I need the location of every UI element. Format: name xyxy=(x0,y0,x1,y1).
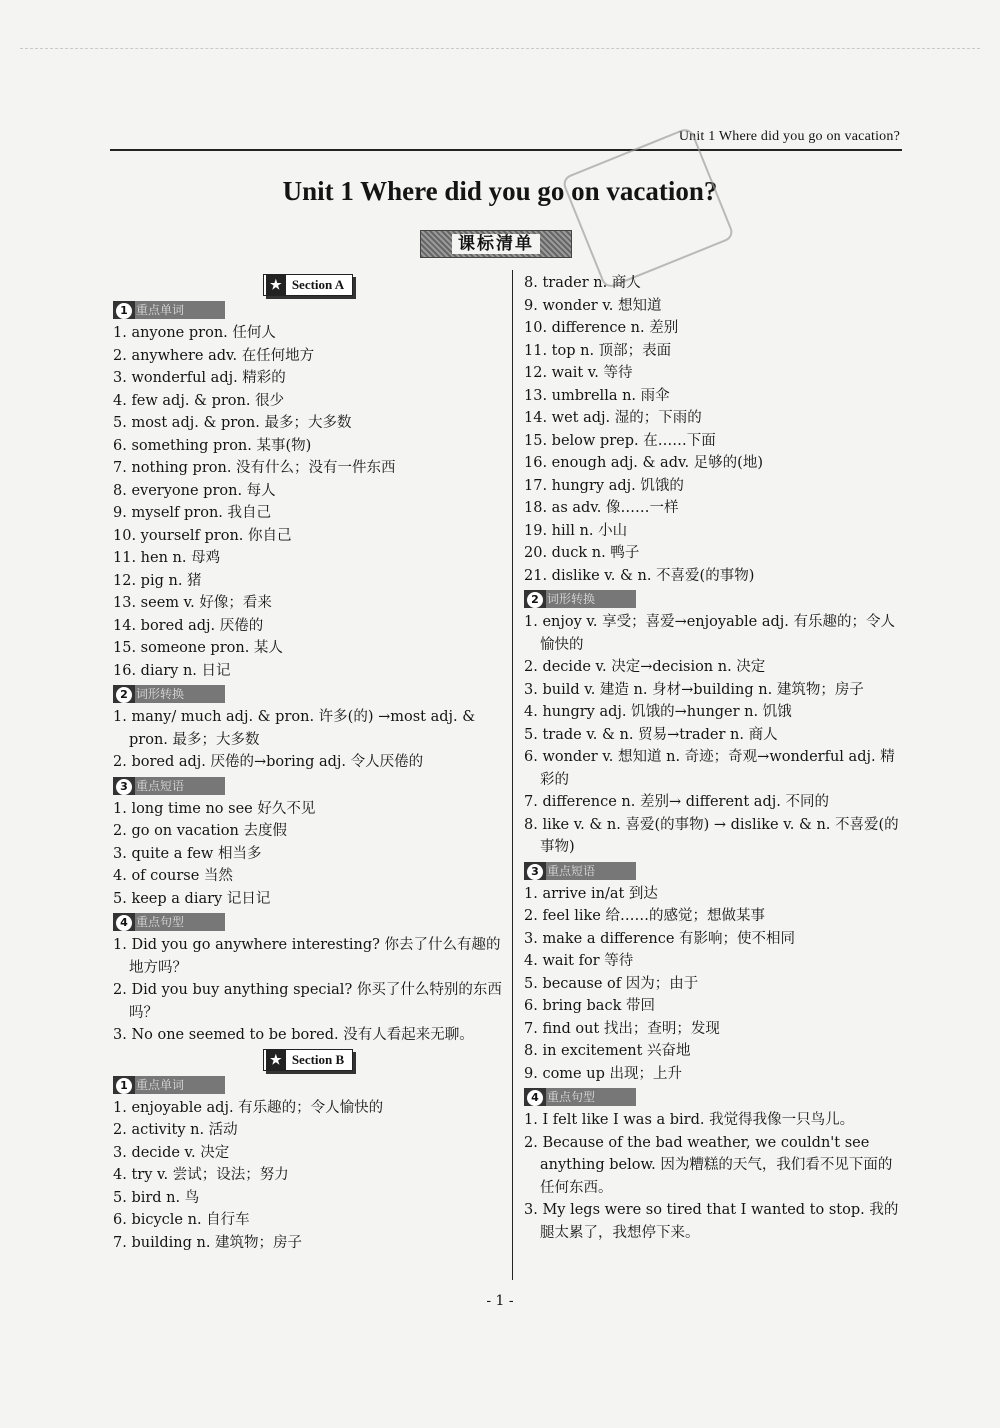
b-trans-list xyxy=(524,611,902,859)
number-1-icon: 1 xyxy=(116,303,132,319)
running-header: Unit 1 Where did you go on vacation? xyxy=(678,129,900,144)
star-icon: ★ xyxy=(266,275,286,295)
subhead-label: 重点句型 xyxy=(547,1090,596,1104)
list-item: 1. Did you go anywhere interesting? 你去了什么有趣的地方吗？ xyxy=(113,937,501,976)
list-item: 3. quite a few 相当多 xyxy=(113,845,262,862)
list-item: 18. as adv. 像……一样 xyxy=(524,500,679,516)
list-item: 2. anywhere adv. 在任何地方 xyxy=(113,347,315,364)
subhead-sentences-a xyxy=(113,913,225,931)
number-1-icon: 1 xyxy=(116,1078,132,1094)
number-2-icon: 2 xyxy=(527,592,543,608)
list-item: 19. hill n. 小山 xyxy=(524,522,628,539)
list-item: 11. top n. 顶部；表面 xyxy=(524,342,672,359)
list-item: 16. enough adj. & adv. 足够的(地) xyxy=(524,455,763,471)
list-item: 5. keep a diary 记日记 xyxy=(113,890,271,907)
list-item: 14. wet adj. 湿的；下雨的 xyxy=(524,410,702,426)
list-item: 12. pig n. 猪 xyxy=(113,572,202,589)
column-divider xyxy=(512,270,513,1280)
list-item: 21. dislike v. & n. 不喜爱(的事物) xyxy=(524,567,755,584)
section-b-box xyxy=(263,1049,353,1071)
number-3-icon: 3 xyxy=(116,779,132,795)
subhead-phrases-a xyxy=(113,777,225,795)
page-number: - 1 - xyxy=(486,1293,514,1309)
banner-label: 课标清单 xyxy=(452,234,540,254)
a-sentences-list xyxy=(113,934,503,1047)
b-phrases-list xyxy=(524,883,902,1086)
subhead-label: 重点单词 xyxy=(136,303,185,317)
section-a-box xyxy=(263,274,353,296)
a-trans-list xyxy=(113,706,503,774)
list-item: 5. most adj. & pron. 最多；大多数 xyxy=(113,415,352,431)
list-item: 7. building n. 建筑物；房子 xyxy=(113,1234,303,1251)
list-item: 1. enjoy v. 享受；喜爱→enjoyable adj. 有乐趣的；令人愉快的 xyxy=(524,614,895,653)
list-item: 1. long time no see 好久不见 xyxy=(113,800,316,817)
number-4-icon: 4 xyxy=(527,1090,543,1106)
subhead-label: 重点单词 xyxy=(136,1077,185,1092)
subhead-label: 词形转换 xyxy=(547,592,596,606)
subhead-sentences-b xyxy=(524,1088,636,1106)
list-item: 8. trader n. 商人 xyxy=(524,275,641,291)
a-phrases-list xyxy=(113,798,503,911)
list-item: 8. everyone pron. 每人 xyxy=(113,482,276,499)
list-item: 2. bored adj. 厌倦的→boring adj. 令人厌倦的 xyxy=(113,754,424,770)
list-item: 7. difference n. 差别→ different adj. 不同的 xyxy=(524,794,829,810)
subhead-words-b xyxy=(113,1076,225,1094)
list-item: 6. something pron. 某事(物) xyxy=(113,437,312,454)
subhead-trans-b xyxy=(524,590,636,608)
list-item: 9. come up 出现；上升 xyxy=(524,1065,682,1082)
top-dotted-line xyxy=(20,48,980,49)
subhead-label: 重点句型 xyxy=(136,915,185,929)
list-item: 5. trade v. & n. 贸易→trader n. 商人 xyxy=(524,726,778,743)
list-item: 4. try v. 尝试；设法；努力 xyxy=(113,1167,289,1183)
list-item: 8. in excitement 兴奋地 xyxy=(524,1043,691,1059)
list-item: 3. No one seemed to be bored. 没有人看起来无聊。 xyxy=(113,1027,474,1043)
list-item: 3. decide v. 决定 xyxy=(113,1144,230,1161)
list-item: 4. hungry adj. 饥饿的→hunger n. 饥饿 xyxy=(524,704,792,720)
list-item: 3. My legs were so tired that I wanted to stop. 我的腿太累了，我想停下来。 xyxy=(524,1202,899,1241)
b-words-cont-list xyxy=(524,272,902,587)
b-sentences-list xyxy=(524,1109,902,1244)
list-item: 15. below prep. 在……下面 xyxy=(524,432,716,449)
list-item: 13. seem v. 好像；看来 xyxy=(113,595,272,611)
list-item: 14. bored adj. 厌倦的 xyxy=(113,617,264,634)
list-item: 2. Because of the bad weather, we couldn't see anything below. 因为糟糕的天气，我们看不见下面的任何东西。 xyxy=(524,1134,893,1196)
section-a-tag xyxy=(113,274,503,298)
page-title: Unit 1 Where did you go on vacation? xyxy=(282,176,718,206)
list-item: 2. decide v. 决定→decision n. 决定 xyxy=(524,659,766,675)
list-item: 20. duck n. 鸭子 xyxy=(524,545,640,561)
list-item: 5. because of 因为；由于 xyxy=(524,975,699,992)
list-item: 4. wait for 等待 xyxy=(524,953,634,969)
list-item: 2. feel like 给……的感觉；想做某事 xyxy=(524,908,765,924)
list-item: 1. arrive in/at 到达 xyxy=(524,885,658,902)
subhead-label: 重点短语 xyxy=(136,778,185,793)
list-item: 5. bird n. 鸟 xyxy=(113,1189,200,1206)
subhead-trans-a xyxy=(113,685,225,703)
list-item: 6. bicycle n. 自行车 xyxy=(113,1212,250,1228)
number-4-icon: 4 xyxy=(116,915,132,931)
list-item: 9. myself pron. 我自己 xyxy=(113,505,272,521)
subhead-label: 词形转换 xyxy=(136,687,185,701)
header-rule xyxy=(110,149,902,151)
subhead-words-a xyxy=(113,301,225,319)
list-item: 1. enjoyable adj. 有乐趣的；令人愉快的 xyxy=(113,1099,384,1116)
list-item: 13. umbrella n. 雨伞 xyxy=(524,387,670,404)
b-words-list xyxy=(113,1097,503,1255)
list-item: 3. make a difference 有影响；使不相同 xyxy=(524,930,796,947)
list-item: 1. many/ much adj. & pron. 许多(的) →most adj. & pron. 最多；大多数 xyxy=(113,709,476,748)
list-item: 6. wonder v. 想知道 n. 奇迹；奇观→wonderful adj. 精彩的 xyxy=(524,749,895,788)
list-item: 7. find out 找出；查明；发现 xyxy=(524,1020,720,1037)
section-b-tag xyxy=(113,1049,503,1073)
subhead-phrases-b xyxy=(524,862,636,880)
list-item: 15. someone pron. 某人 xyxy=(113,640,283,656)
number-2-icon: 2 xyxy=(116,687,132,703)
list-item: 4. of course 当然 xyxy=(113,868,233,884)
list-item: 7. nothing pron. 没有什么；没有一件东西 xyxy=(113,460,396,476)
list-item: 16. diary n. 日记 xyxy=(113,662,231,679)
a-words-list xyxy=(113,322,503,682)
list-item: 10. difference n. 差别 xyxy=(524,320,679,336)
list-item: 2. activity n. 活动 xyxy=(113,1122,238,1138)
list-item: 3. build v. 建造 n. 身材→building n. 建筑物；房子 xyxy=(524,681,864,698)
list-item: 6. bring back 带回 xyxy=(524,998,655,1014)
number-3-icon: 3 xyxy=(527,864,543,880)
subhead-label: 重点短语 xyxy=(547,863,596,878)
list-item: 2. Did you buy anything special? 你买了什么特别的东西吗？ xyxy=(113,982,502,1021)
list-item: 9. wonder v. 想知道 xyxy=(524,297,662,314)
list-item: 8. like v. & n. 喜爱(的事物) → dislike v. & n. 不喜爱(的事物) xyxy=(524,816,899,855)
list-item: 17. hungry adj. 饥饿的 xyxy=(524,477,684,494)
list-item: 2. go on vacation 去度假 xyxy=(113,823,287,839)
list-item: 3. wonderful adj. 精彩的 xyxy=(113,370,286,386)
list-item: 10. yourself pron. 你自己 xyxy=(113,527,292,544)
star-icon: ★ xyxy=(266,1050,286,1070)
section-banner xyxy=(420,230,572,258)
section-b-label: Section B xyxy=(291,1051,345,1067)
list-item: 12. wait v. 等待 xyxy=(524,365,633,381)
list-item: 1. anyone pron. 任何人 xyxy=(113,325,276,341)
left-column xyxy=(113,272,503,1254)
list-item: 4. few adj. & pron. 很少 xyxy=(113,392,285,409)
section-a-label: Section A xyxy=(291,277,345,292)
list-item: 11. hen n. 母鸡 xyxy=(113,550,221,566)
list-item: 1. I felt like I was a bird. 我觉得我像一只鸟儿。 xyxy=(524,1112,855,1128)
right-column xyxy=(524,272,902,1244)
